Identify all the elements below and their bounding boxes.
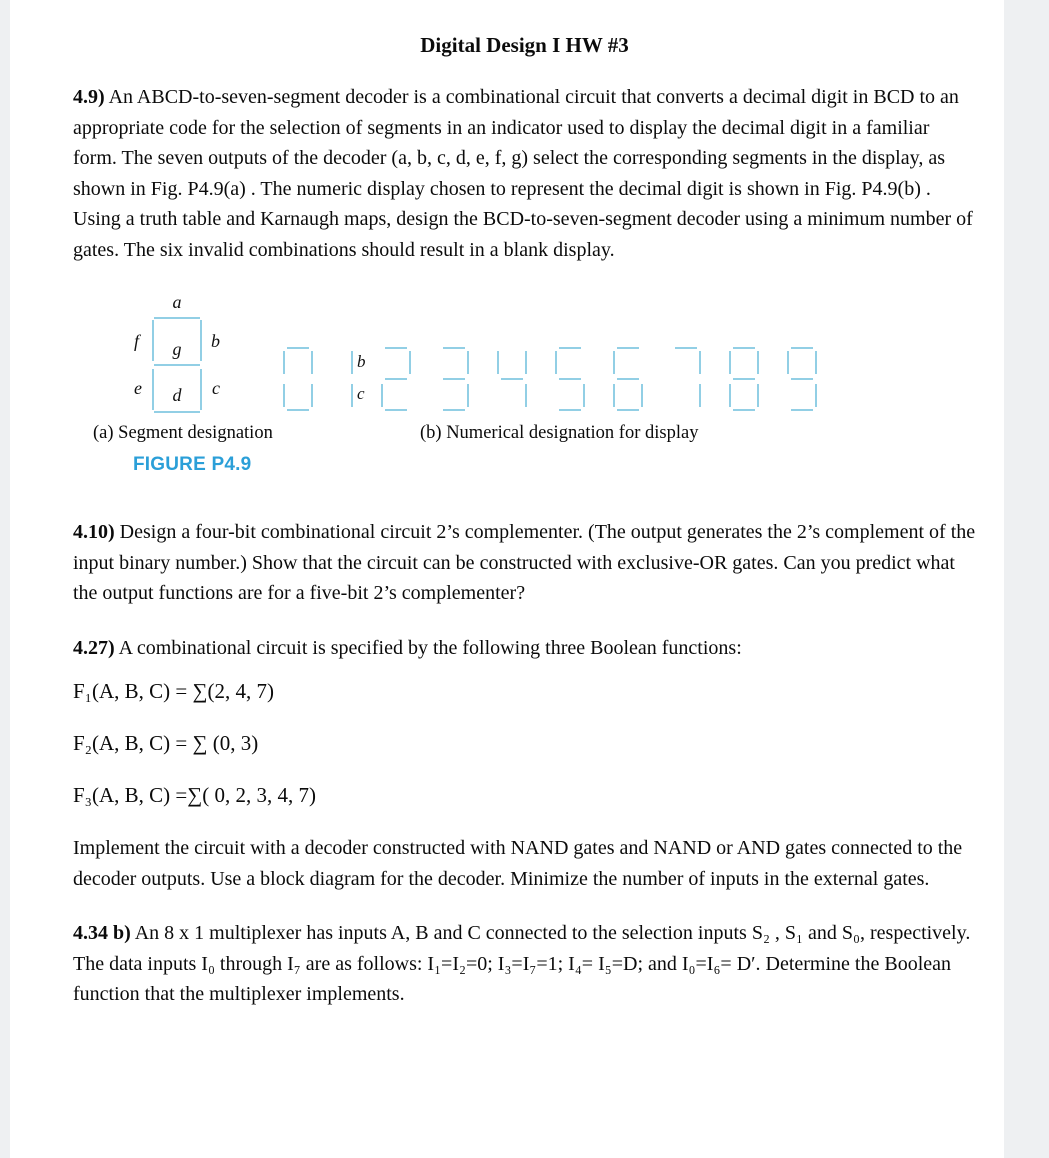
segment-f [152,320,154,361]
digit-6-segment-e [613,384,615,407]
seven-segment-digit-2 [381,347,411,411]
digit-0-segment-c [311,384,313,407]
digit-8-segment-e [729,384,731,407]
digit-0-segment-a [287,347,309,349]
segment-label-f: f [134,331,140,351]
caption-segment-designation: (a) Segment designation [93,423,273,443]
digit-4-segment-b [525,351,527,374]
digit-9-segment-a [791,347,813,349]
segment-d [154,411,200,413]
digit-0-segment-f [283,351,285,374]
digit-6-segment-f [613,351,615,374]
digit-0-segment-d [287,409,309,411]
document-page [10,0,1004,1158]
digit-2-segment-e [381,384,383,407]
problem-4-27 [73,633,976,664]
segment-label-c: c [212,378,220,398]
digit-3-segment-b [467,351,469,374]
segment-designation-diagram [134,292,220,413]
digit-8-segment-c [757,384,759,407]
page-title: Digital Design I HW #3 [420,33,629,57]
digit-2-segment-d [385,409,407,411]
caption-numerical-designation: (b) Numerical designation for display [420,423,699,443]
segment-e [152,369,154,410]
segment-label-e: e [134,378,142,398]
seven-segment-digit-5 [555,347,585,411]
problem-4-27-implementation: Implement the circuit with a decoder constructed with NAND gates and NAND or AND gates connected to the decoder outputs. Use a block diagram for the decoder. Minimize the number of inputs in the external gates. [73,837,963,890]
digit-8-segment-a [733,347,755,349]
digit-9-segment-f [787,351,789,374]
digit-7-segment-a [675,347,697,349]
segment-label-d: d [172,385,182,405]
problem-4-9-number: 4.9) [73,86,105,108]
digit-4-segment-c [525,384,527,407]
digit-9-segment-d [791,409,813,411]
seven-segment-digit-1 [341,347,366,411]
segment-label-a: a [172,292,182,312]
problem-4-34-text: An 8 x 1 multiplexer has inputs A, B and C connected to the selection inputs S₂ , S₁ and S₀, respectively. The data inputs I₀ through I₇ are as follows: I₁=I₂=0; I₃=I₇=1; I₄= I₅=D; and I₀=I₆= D′. Determine the Boolean function that the multiplexer implements. [73,922,971,1005]
seven-segment-digit-7 [671,347,701,411]
digit-5-segment-g [559,378,581,380]
digit-9-segment-c [815,384,817,407]
problem-4-34 [73,918,976,1010]
digit-5-segment-d [559,409,581,411]
digit-0-segment-e [283,384,285,407]
segment-b [200,320,202,361]
equation-f3: F₃(A, B, C) =∑( 0, 2, 3, 4, 7) [73,783,316,807]
seven-segment-digit-9 [787,347,817,411]
digit-1-label-c: c [357,384,365,403]
digit-3-segment-c [467,384,469,407]
problem-4-10-text: Design a four-bit combinational circuit 2’s complementer. (The output generates the 2’s complement of the input binary number.) Show that the circuit can be constructed with exclusive-OR gates. Can you predict what the output functions are for a five-bit 2’s complementer? [73,521,976,604]
digit-2-segment-b [409,351,411,374]
digit-2-segment-a [385,347,407,349]
segment-label-b: b [211,331,220,351]
figure-p4-9 [73,289,976,491]
digit-8-segment-f [729,351,731,374]
digit-6-segment-g [617,378,639,380]
digit-7-segment-c [699,384,701,407]
problem-4-10-number: 4.10) [73,521,115,543]
segment-c [200,369,202,410]
seven-segment-digit-0 [283,347,313,411]
problem-4-34-number: 4.34 b) [73,922,131,944]
digit-8-segment-d [733,409,755,411]
problem-4-27-text: A combinational circuit is specified by the following three Boolean functions: [118,636,742,659]
digit-5-segment-c [583,384,585,407]
numerical-display-row [283,347,817,413]
segment-a [154,317,200,319]
digit-8-segment-b [757,351,759,374]
digit-5-segment-f [555,351,557,374]
segment-label-g: g [172,339,182,359]
digit-2-segment-g [385,378,407,380]
problem-4-9-text: An ABCD-to-seven-segment decoder is a combinational circuit that converts a decimal digit in BCD to an appropriate code for the selection of segments in an indicator used to display the decimal digit in a familiar form. The seven outputs of the decoder (a, b, c, d, e, f, g) select the corresponding segments in the display, as shown in Fig. P4.9(a) . The numeric display chosen to represent the decimal digit is shown in Fig. P4.9(b) . Using a truth table and Karnaugh maps, design the BCD-to-seven-segment decoder using a minimum number of gates. The six invalid combinations should result in a blank display. [73,86,973,261]
seven-segment-digit-4 [497,347,527,411]
digit-3-segment-g [443,378,465,380]
digit-1-segment-c [351,384,353,407]
digit-3-segment-a [443,347,465,349]
digit-8-segment-g [733,378,755,380]
digit-1-label-b: b [357,352,366,371]
seven-segment-digit-8 [729,347,759,411]
digit-6-segment-c [641,384,643,407]
digit-7-segment-b [699,351,701,374]
digit-4-segment-f [497,351,499,374]
digit-0-segment-b [311,351,313,374]
digit-4-segment-g [501,378,523,380]
segment-g [154,364,200,366]
problem-4-27-number: 4.27) [73,636,115,659]
digit-1-segment-b [351,351,353,374]
figure-label: FIGURE P4.9 [133,454,252,475]
seven-segment-digit-6 [613,347,643,411]
digit-3-segment-d [443,409,465,411]
digit-5-segment-a [559,347,581,349]
digit-6-segment-a [617,347,639,349]
problem-4-10 [73,517,976,609]
seven-segment-digit-3 [439,347,469,411]
document-content [10,0,1004,1010]
digit-9-segment-g [791,378,813,380]
problem-4-9 [73,82,976,265]
equation-f2: F₂(A, B, C) = ∑ (0, 3) [73,731,259,755]
equation-f1: F₁(A, B, C) = ∑(2, 4, 7) [73,679,274,703]
digit-9-segment-b [815,351,817,374]
digit-6-segment-d [617,409,639,411]
